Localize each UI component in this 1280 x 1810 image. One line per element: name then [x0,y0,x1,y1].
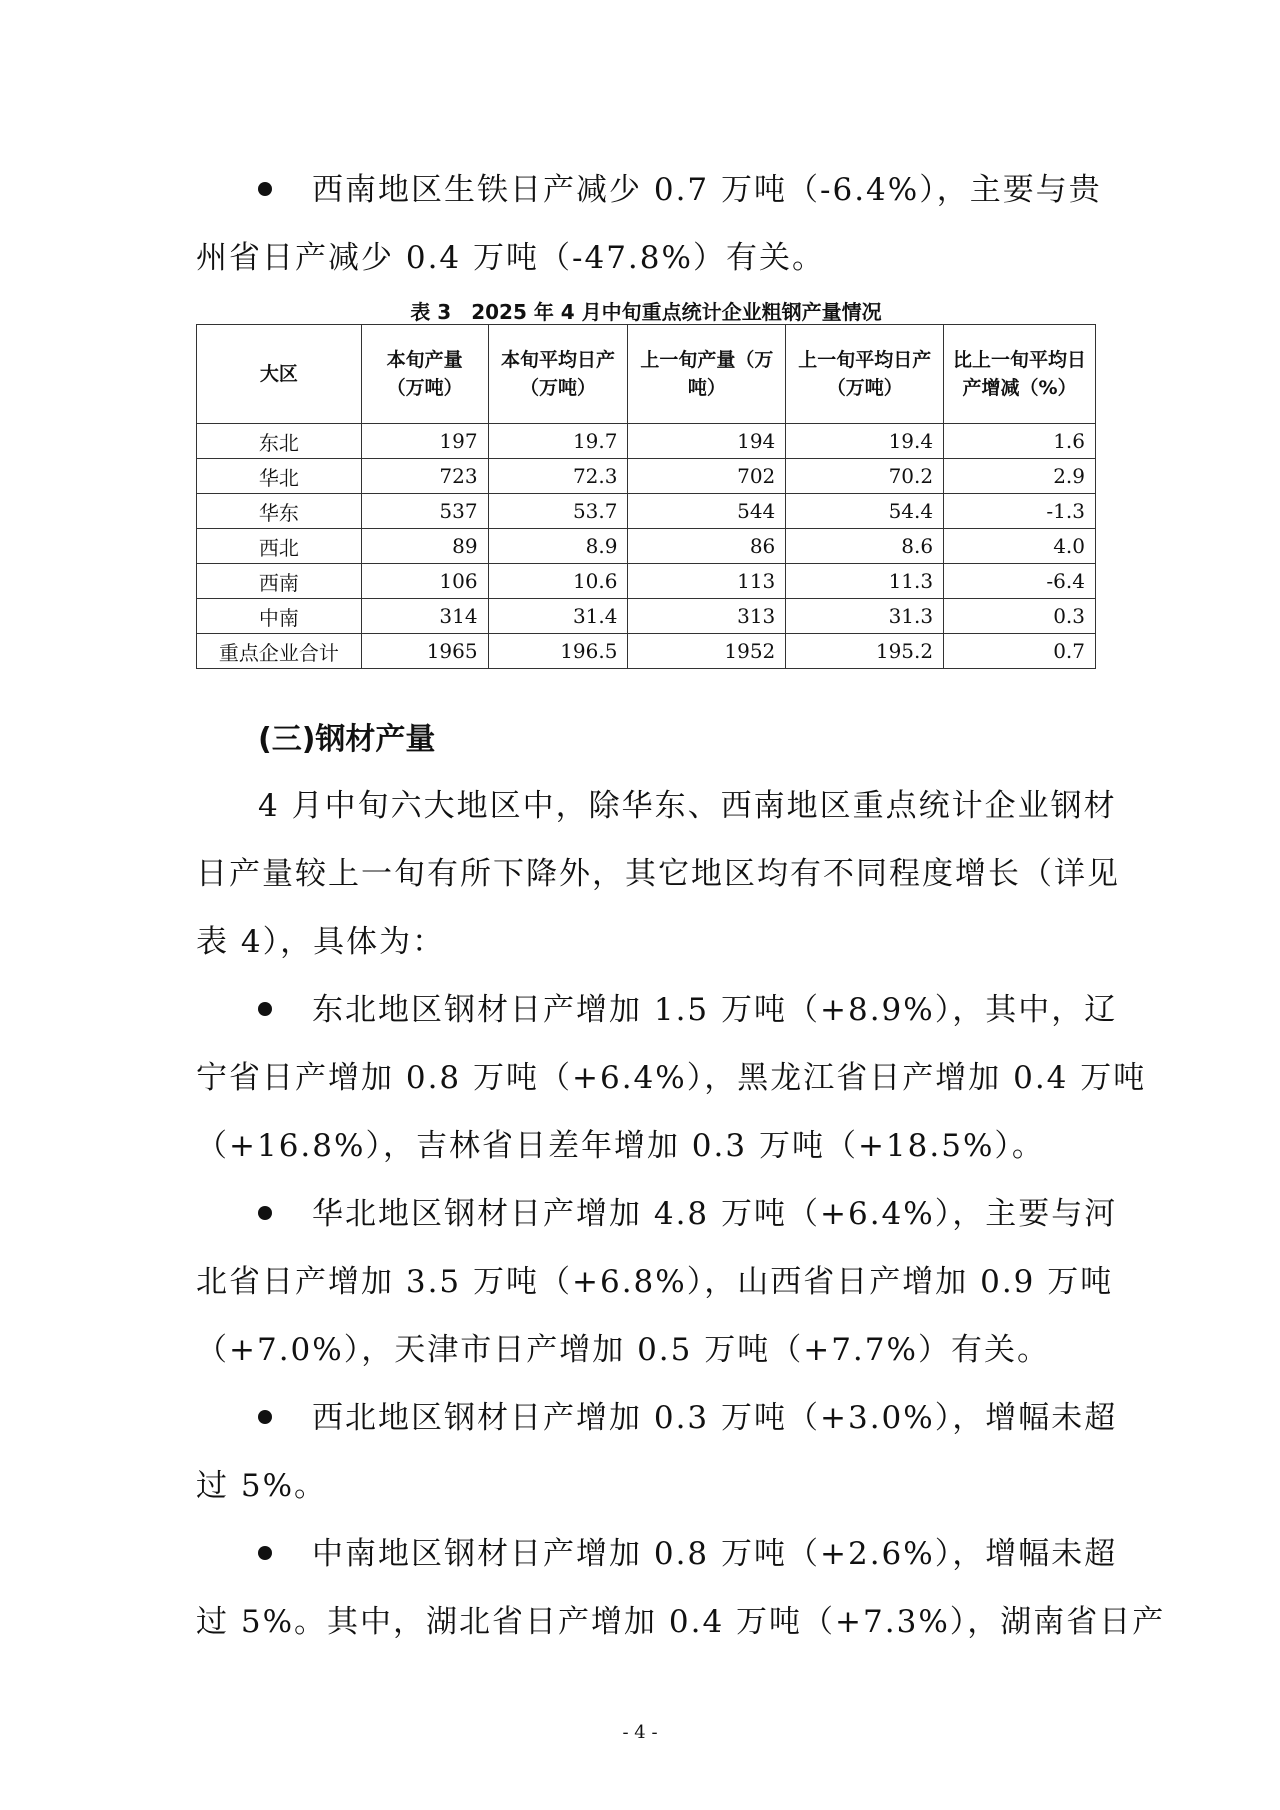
cell-current-avg: 31.4 [488,599,628,634]
cell-previous: 86 [628,529,786,564]
cell-current: 1965 [361,634,488,669]
table-row [197,494,1096,529]
intro-bullet-text: 西南地区生铁日产减少 0.7 万吨（-6.4%），主要与贵 [312,172,1102,208]
col-header-current-avg: 本旬平均日产（万吨） [488,325,628,424]
cell-previous-avg: 195.2 [786,634,944,669]
bullet-northeast-text: 东北地区钢材日产增加 1.5 万吨（+8.9%），其中，辽 [312,992,1118,1028]
cell-current: 723 [361,459,488,494]
cell-change: -1.3 [944,494,1096,529]
bullet-icon [258,1546,272,1560]
cell-current: 314 [361,599,488,634]
cell-current-avg: 19.7 [488,424,628,459]
col-header-previous-avg: 上一旬平均日产（万吨） [786,325,944,424]
cell-current-avg: 53.7 [488,494,628,529]
bullet-central-south-line-2: 过 5%。其中，湖北省日产增加 0.4 万吨（+7.3%），湖南省日产 [196,1604,1166,1640]
cell-region: 西北 [197,529,362,564]
table-row [197,424,1096,459]
cell-previous: 702 [628,459,786,494]
cell-change: 4.0 [944,529,1096,564]
section-para-line-2: 日产量较上一旬有所下降外，其它地区均有不同程度增长（详见 [196,856,1120,892]
col-header-previous-output: 上一旬产量（万吨） [628,325,786,424]
cell-previous: 313 [628,599,786,634]
cell-previous-avg: 54.4 [786,494,944,529]
bullet-northeast-line-2: 宁省日产增加 0.8 万吨（+6.4%），黑龙江省日产增加 0.4 万吨 [196,1060,1147,1096]
cell-previous-avg: 11.3 [786,564,944,599]
bullet-icon [258,1206,272,1220]
bullet-north [196,1194,1118,1234]
bullet-icon [258,1002,272,1016]
table-row [197,459,1096,494]
bullet-northwest-line-2: 过 5%。 [196,1468,328,1504]
bullet-icon [258,1410,272,1424]
cell-current: 197 [361,424,488,459]
cell-change: 0.7 [944,634,1096,669]
cell-change: 1.6 [944,424,1096,459]
section-para-line-1: 4 月中旬六大地区中，除华东、西南地区重点统计企业钢材 [258,788,1117,824]
table3-caption: 表 3 2025 年 4 月中旬重点统计企业粗钢产量情况 [410,300,882,324]
cell-current-avg: 10.6 [488,564,628,599]
cell-current: 106 [361,564,488,599]
cell-change: 2.9 [944,459,1096,494]
bullet-northwest [196,1398,1118,1438]
bullet-central-south-text: 中南地区钢材日产增加 0.8 万吨（+2.6%），增幅未超 [312,1536,1118,1572]
cell-region: 重点企业合计 [197,634,362,669]
table3-header-row [197,325,1096,424]
cell-previous-avg: 8.6 [786,529,944,564]
bullet-northeast-line-3: （+16.8%），吉林省日差年增加 0.3 万吨（+18.5%）。 [196,1128,1045,1164]
cell-region: 东北 [197,424,362,459]
cell-previous-avg: 70.2 [786,459,944,494]
col-header-current-output: 本旬产量（万吨） [361,325,488,424]
section-heading: (三)钢材产量 [258,722,436,757]
cell-current-avg: 196.5 [488,634,628,669]
table-row-total [197,634,1096,669]
intro-line-2: 州省日产减少 0.4 万吨（-47.8%）有关。 [196,240,825,276]
bullet-north-line-3: （+7.0%），天津市日产增加 0.5 万吨（+7.7%）有关。 [196,1332,1050,1368]
section-para-line-3: 表 4），具体为： [196,924,446,960]
cell-region: 中南 [197,599,362,634]
table-row [197,564,1096,599]
page-number: - 4 - [622,1722,658,1743]
cell-change: -6.4 [944,564,1096,599]
col-header-region: 大区 [197,325,362,424]
bullet-north-text: 华北地区钢材日产增加 4.8 万吨（+6.4%），主要与河 [312,1196,1118,1232]
intro-bullet-line [196,170,1102,210]
cell-current: 89 [361,529,488,564]
bullet-northwest-text: 西北地区钢材日产增加 0.3 万吨（+3.0%），增幅未超 [312,1400,1118,1436]
cell-previous-avg: 31.3 [786,599,944,634]
cell-region: 西南 [197,564,362,599]
table-row [197,529,1096,564]
cell-previous-avg: 19.4 [786,424,944,459]
cell-previous: 544 [628,494,786,529]
bullet-central-south [196,1534,1118,1574]
cell-current-avg: 72.3 [488,459,628,494]
cell-previous: 194 [628,424,786,459]
cell-previous: 113 [628,564,786,599]
table-row [197,599,1096,634]
bullet-icon [258,182,272,196]
table3 [196,324,1096,669]
cell-region: 华东 [197,494,362,529]
col-header-change: 比上一旬平均日产增减（%） [944,325,1096,424]
cell-current-avg: 8.9 [488,529,628,564]
bullet-northeast [196,990,1118,1030]
cell-previous: 1952 [628,634,786,669]
bullet-north-line-2: 北省日产增加 3.5 万吨（+6.8%），山西省日产增加 0.9 万吨 [196,1264,1114,1300]
cell-current: 537 [361,494,488,529]
cell-region: 华北 [197,459,362,494]
cell-change: 0.3 [944,599,1096,634]
